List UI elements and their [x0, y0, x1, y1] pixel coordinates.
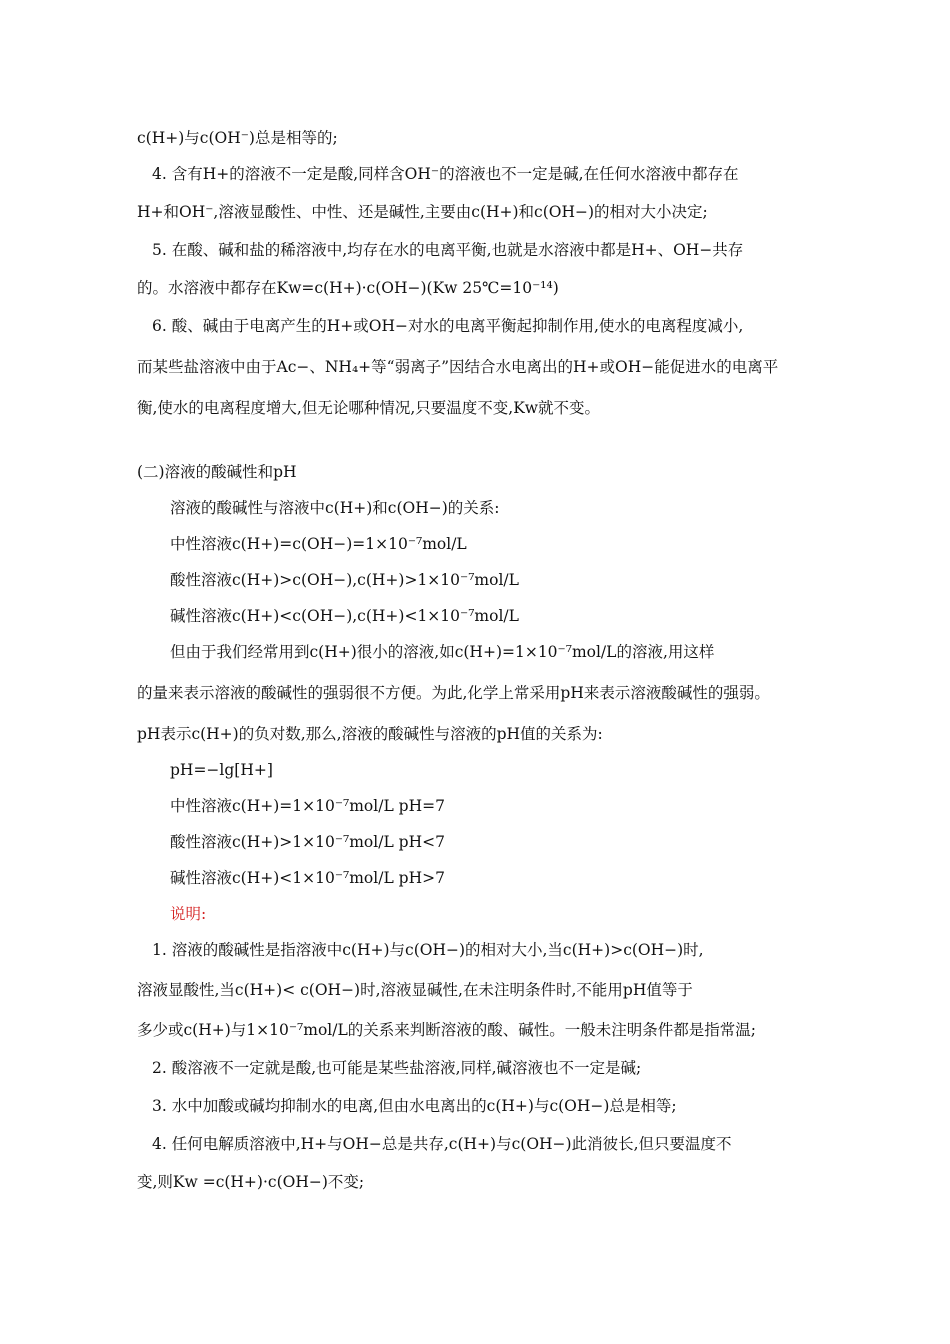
- note-3-line-1: [152, 1096, 677, 1116]
- item-number: 6.: [152, 317, 167, 335]
- note-number: 4.: [152, 1135, 167, 1153]
- relation-neutral: 中性溶液c(H+)=c(OH−)=1×10⁻⁷mol/L: [170, 535, 467, 553]
- ph-relation-neutral: 中性溶液c(H+)=1×10⁻⁷mol/L pH=7: [170, 797, 445, 815]
- item-text: 含有H+的溶液不一定是酸,同样含OH⁻的溶液也不一定是碱,在任何水溶液中都存在: [171, 165, 739, 183]
- note-text: 任何电解质溶液中,H+与OH−总是共存,c(H+)与c(OH−)此消彼长,但只要温度不: [171, 1135, 732, 1153]
- paragraph-line-2: 的量来表示溶液的酸碱性的强弱很不方便。为此,化学上常采用pH来表示溶液酸碱性的强弱。: [137, 684, 770, 702]
- item-text: 在酸、碱和盐的稀溶液中,均存在水的电离平衡,也就是水溶液中都是H+、OH−共存: [171, 241, 744, 259]
- top-note: c(H+)与c(OH⁻)总是相等的;: [137, 129, 338, 147]
- relation-basic: 碱性溶液c(H+)<c(OH−),c(H+)<1×10⁻⁷mol/L: [170, 607, 519, 625]
- paragraph-line-1: 但由于我们经常用到c(H+)很小的溶液,如c(H+)=1×10⁻⁷mol/L的溶液,用这样: [170, 643, 715, 661]
- ph-formula: pH=−lg[H+]: [170, 761, 273, 779]
- note-number: 2.: [152, 1059, 167, 1077]
- item-4-line-2: H+和OH⁻,溶液显酸性、中性、还是碱性,主要由c(H+)和c(OH−)的相对大小决定;: [137, 203, 708, 221]
- note-text: 酸溶液不一定就是酸,也可能是某些盐溶液,同样,碱溶液也不一定是碱;: [171, 1059, 642, 1077]
- relation-acidic: 酸性溶液c(H+)>c(OH−),c(H+)>1×10⁻⁷mol/L: [170, 571, 519, 589]
- note-1-line-1: [152, 940, 704, 960]
- note-4-line-2: 变,则Kw =c(H+)·c(OH−)不变;: [137, 1173, 365, 1191]
- item-number: 5.: [152, 241, 167, 259]
- ph-relation-basic: 碱性溶液c(H+)<1×10⁻⁷mol/L pH>7: [170, 869, 445, 887]
- note-number: 1.: [152, 941, 167, 959]
- item-5-line-1: [152, 240, 743, 260]
- item-5-line-2: 的。水溶液中都存在Kw=c(H+)·c(OH−)(Kw 25℃=10⁻¹⁴): [137, 279, 559, 297]
- item-4-line-1: [152, 164, 739, 184]
- item-text: 酸、碱由于电离产生的H+或OH−对水的电离平衡起抑制作用,使水的电离程度减小,: [171, 317, 744, 335]
- section-intro: 溶液的酸碱性与溶液中c(H+)和c(OH−)的关系:: [170, 499, 500, 517]
- note-label: 说明:: [170, 905, 207, 923]
- item-6-line-3: 衡,使水的电离程度增大,但无论哪种情况,只要温度不变,Kw就不变。: [137, 399, 601, 417]
- note-text: 溶液的酸碱性是指溶液中c(H+)与c(OH−)的相对大小,当c(H+)>c(OH−)时,: [171, 941, 704, 959]
- item-6-line-2: 而某些盐溶液中由于Ac−、NH₄+等“弱离子”因结合水电离出的H+或OH−能促进水的电离平: [137, 358, 779, 376]
- note-2-line-1: [152, 1058, 641, 1078]
- note-1-line-2: 溶液显酸性,当c(H+)< c(OH−)时,溶液显碱性,在未注明条件时,不能用pH值等于: [137, 981, 693, 999]
- note-4-line-1: [152, 1134, 732, 1154]
- note-1-line-3: 多少或c(H+)与1×10⁻⁷mol/L的关系来判断溶液的酸、碱性。一般未注明条件都是指常温;: [137, 1021, 756, 1039]
- item-number: 4.: [152, 165, 167, 183]
- ph-relation-acidic: 酸性溶液c(H+)>1×10⁻⁷mol/L pH<7: [170, 833, 445, 851]
- section-heading: (二)溶液的酸碱性和pH: [137, 463, 297, 481]
- note-text: 水中加酸或碱均抑制水的电离,但由水电离出的c(H+)与c(OH−)总是相等;: [171, 1097, 677, 1115]
- paragraph-line-3: pH表示c(H+)的负对数,那么,溶液的酸碱性与溶液的pH值的关系为:: [137, 725, 603, 743]
- item-6-line-1: [152, 316, 743, 336]
- note-number: 3.: [152, 1097, 167, 1115]
